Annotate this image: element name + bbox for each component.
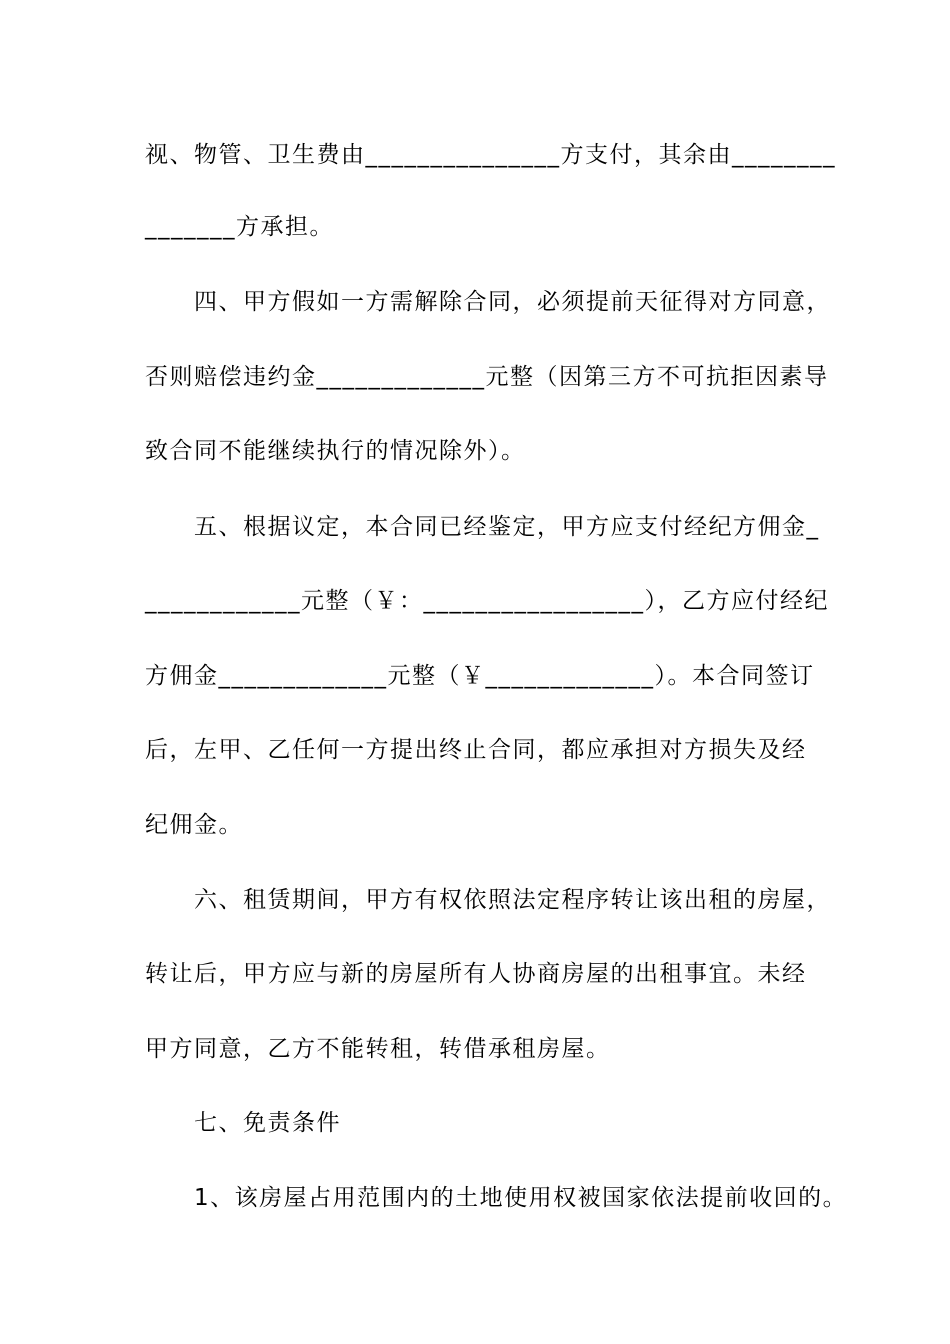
text-line: 纪佣金。 xyxy=(145,812,243,838)
text-line: 方佣金_____________元整（￥_____________）。本合同签订 xyxy=(145,663,815,689)
text-line: 后，左甲、乙任何一方提出终止合同，都应承担对方损失及经 xyxy=(145,737,807,763)
list-item: 1、该房屋占用范围内的土地使用权被国家依法提前收回的。 xyxy=(194,1185,848,1211)
text-line: 甲方同意，乙方不能转租，转借承租房屋。 xyxy=(145,1036,611,1062)
text-line: ____________元整（￥：_________________），乙方应付经纪 xyxy=(145,588,829,614)
paragraph-start-line: 五、根据议定，本合同已经鉴定，甲方应支付经纪方佣金_ xyxy=(194,514,820,540)
text-line: 视、物管、卫生费由_______________方支付，其余由________ xyxy=(145,142,836,168)
text-line: 否则赔偿违约金_____________元整（因第三方不可抗拒因素导 xyxy=(145,364,829,390)
section-heading: 七、免责条件 xyxy=(194,1110,341,1136)
text-line: 致合同不能继续执行的情况除外）。 xyxy=(145,438,526,464)
paragraph-start-line: 四、甲方假如一方需解除合同，必须提前天征得对方同意， xyxy=(194,289,831,315)
text-line: 转让后，甲方应与新的房屋所有人协商房屋的出租事宜。未经 xyxy=(145,961,807,987)
paragraph-start-line: 六、租赁期间，甲方有权依照法定程序转让该出租的房屋， xyxy=(194,887,831,913)
text-line: _______方承担。 xyxy=(145,214,334,240)
